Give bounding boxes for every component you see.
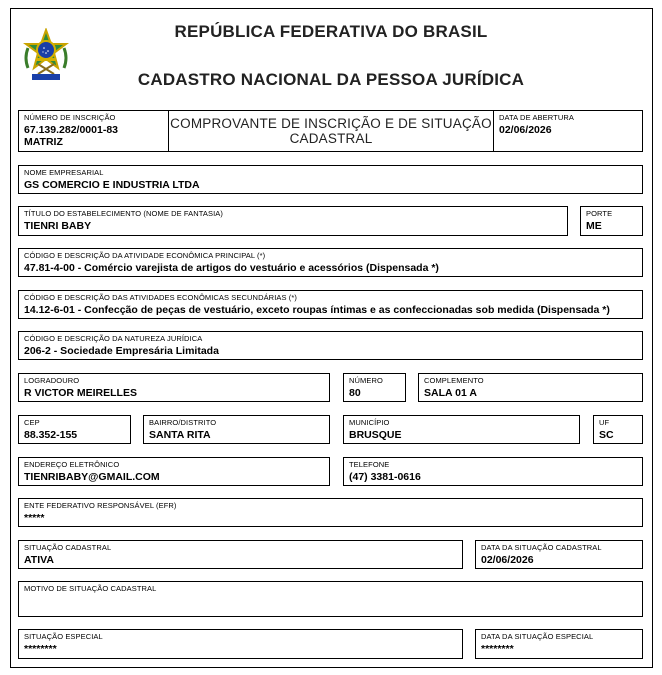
natureza-juridica-label: CÓDIGO E DESCRIÇÃO DA NATUREZA JURÍDICA: [24, 334, 203, 343]
inscricao-value: 67.139.282/0001-83: [24, 124, 119, 136]
atividades-secundarias-value: 14.12-6-01 - Confecção de peças de vestuário, exceto roupas íntimas e as confeccionadas sob medida (Dispensada *): [24, 304, 610, 316]
logradouro-label: LOGRADOURO: [24, 376, 80, 385]
nome-fantasia-label: TÍTULO DO ESTABELECIMENTO (NOME DE FANTASIA): [24, 209, 224, 218]
nome-fantasia-value: TIENRI BABY: [24, 220, 92, 232]
uf-value: SC: [599, 429, 614, 441]
bairro-box: [143, 415, 330, 444]
bairro-label: BAIRRO/DISTRITO: [149, 418, 217, 427]
porte-box: [580, 206, 643, 236]
comprovante-title: [169, 116, 493, 146]
situacao-cadastral-box: [18, 540, 463, 569]
situacao-especial-value: ********: [24, 643, 57, 655]
data-situacao-especial-value: ********: [481, 643, 514, 655]
nome-empresarial-label: NOME EMPRESARIAL: [24, 168, 104, 177]
natureza-juridica-box: [18, 331, 643, 360]
situacao-especial-box: [18, 629, 463, 659]
uf-label: UF: [599, 418, 610, 427]
comprovante-title-line1: COMPROVANTE DE INSCRIÇÃO E DE SITUAÇÃO: [170, 116, 492, 131]
atividade-principal-box: [18, 248, 643, 277]
situacao-especial-label: SITUAÇÃO ESPECIAL: [24, 632, 103, 641]
situacao-cadastral-label: SITUAÇÃO CADASTRAL: [24, 543, 112, 552]
email-value: TIENRIBABY@GMAIL.COM: [24, 471, 160, 483]
page-subtitle: CADASTRO NACIONAL DA PESSOA JURÍDICA: [137, 70, 525, 89]
porte-value: ME: [586, 220, 602, 232]
uf-box: [593, 415, 643, 444]
bairro-value: SANTA RITA: [149, 429, 211, 441]
telefone-box: [343, 457, 643, 486]
atividades-secundarias-label: CÓDIGO E DESCRIÇÃO DAS ATIVIDADES ECONÔMICAS SECUNDÁRIAS (*): [24, 293, 297, 302]
efr-value: *****: [24, 512, 45, 524]
telefone-label: TELEFONE: [349, 460, 390, 469]
abertura-value: 02/06/2026: [499, 124, 552, 136]
data-situacao-especial-label: DATA DA SITUAÇÃO ESPECIAL: [481, 632, 594, 641]
cep-label: CEP: [24, 418, 40, 427]
data-situacao-label: DATA DA SITUAÇÃO CADASTRAL: [481, 543, 602, 552]
atividade-principal-value: 47.81-4-00 - Comércio varejista de artigos do vestuário e acessórios (Dispensada *): [24, 262, 439, 274]
data-situacao-especial-box: [475, 629, 643, 659]
numero-box: [343, 373, 406, 402]
page-title: REPÚBLICA FEDERATIVA DO BRASIL: [174, 22, 488, 41]
cep-box: [18, 415, 131, 444]
nome-empresarial-value: GS COMERCIO E INDUSTRIA LTDA: [24, 179, 200, 191]
email-box: [18, 457, 330, 486]
comprovante-title-line2: CADASTRAL: [289, 131, 373, 146]
municipio-label: MUNICÍPIO: [349, 418, 390, 427]
natureza-juridica-value: 206-2 - Sociedade Empresária Limitada: [24, 345, 219, 357]
inscricao-box: [18, 110, 169, 152]
atividades-secundarias-box: [18, 290, 643, 319]
municipio-value: BRUSQUE: [349, 429, 402, 441]
nome-fantasia-box: [18, 206, 568, 236]
efr-label: ENTE FEDERATIVO RESPONSÁVEL (EFR): [24, 501, 177, 510]
data-situacao-value: 02/06/2026: [481, 554, 534, 566]
municipio-box: [343, 415, 580, 444]
porte-label: PORTE: [586, 209, 613, 218]
motivo-situacao-label: MOTIVO DE SITUAÇÃO CADASTRAL: [24, 584, 157, 593]
atividade-principal-label: CÓDIGO E DESCRIÇÃO DA ATIVIDADE ECONÔMICA PRINCIPAL (*): [24, 251, 266, 260]
complemento-box: [418, 373, 643, 402]
motivo-situacao-box: [18, 581, 643, 617]
numero-label: NÚMERO: [349, 376, 383, 385]
efr-box: [18, 498, 643, 527]
nome-empresarial-box: [18, 165, 643, 194]
complemento-value: SALA 01 A: [424, 387, 477, 399]
email-label: ENDEREÇO ELETRÔNICO: [24, 460, 120, 469]
logradouro-value: R VICTOR MEIRELLES: [24, 387, 137, 399]
abertura-box: [493, 110, 643, 152]
inscricao-label: NÚMERO DE INSCRIÇÃO: [24, 113, 116, 122]
cep-value: 88.352-155: [24, 429, 78, 441]
numero-value: 80: [349, 387, 361, 399]
logradouro-box: [18, 373, 330, 402]
abertura-label: DATA DE ABERTURA: [499, 113, 574, 122]
inscricao-tipo: MATRIZ: [24, 136, 63, 148]
telefone-value: (47) 3381-0616: [349, 471, 421, 483]
comprovante-title-box: [168, 110, 494, 152]
situacao-cadastral-value: ATIVA: [24, 554, 54, 566]
complemento-label: COMPLEMENTO: [424, 376, 484, 385]
data-situacao-box: [475, 540, 643, 569]
